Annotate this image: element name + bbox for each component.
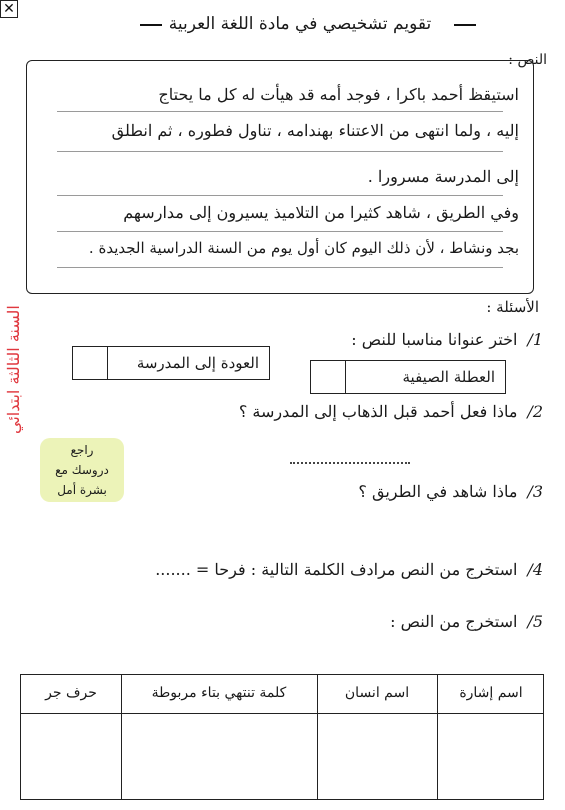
close-icon[interactable]: ✕ <box>0 0 18 18</box>
paragraph-line-2: إليه ، ولما انتهى من الاعتناء بهندامه ، تناول فطوره ، ثم انطلق <box>111 121 519 140</box>
paragraph-line-4: وفي الطريق ، شاهد كثيرا من التلاميذ يسيرون إلى مدارسهم <box>123 203 519 222</box>
paragraph-line-5: بجد ونشاط ، لأن ذلك اليوم كان أول يوم من السنة الدراسية الجديدة . <box>88 239 519 257</box>
questions-heading: الأسئلة : <box>486 298 539 316</box>
option-back-to-school[interactable] <box>72 346 270 380</box>
option-1-label: العطلة الصيفية <box>402 368 495 386</box>
note-line-3: بشرة أمل <box>57 483 107 497</box>
ruled-line <box>57 195 503 196</box>
question-2 <box>239 402 543 421</box>
ruled-line <box>57 231 503 232</box>
question-1-text: اختر عنوانا مناسبا للنص : <box>351 330 518 349</box>
extraction-table <box>20 674 544 800</box>
table-header-human-noun: اسم انسان <box>344 685 410 701</box>
question-4 <box>155 560 543 579</box>
note-line-1: راجع <box>70 443 94 457</box>
answer-dots-2[interactable] <box>290 462 410 464</box>
option-2-label: العودة إلى المدرسة <box>136 354 259 372</box>
question-1-number: 1/ <box>527 330 543 349</box>
paragraph-line-1: استيقظ أحمد باكرا ، فوجد أمه قد هيأت له كل ما يحتاج <box>158 85 519 104</box>
question-4-number: 4/ <box>527 560 543 579</box>
question-3 <box>358 482 543 501</box>
table-header-preposition: حرف جر <box>45 685 97 701</box>
question-1 <box>351 330 543 349</box>
question-3-text: ماذا شاهد في الطريق ؟ <box>358 482 518 501</box>
grade-side-label: السنة الثالثة ابتدائي <box>4 305 23 435</box>
option-2-checkbox[interactable] <box>107 347 108 379</box>
review-note-badge <box>40 438 124 502</box>
question-5-number: 5/ <box>527 612 543 631</box>
ruled-line <box>57 267 503 268</box>
question-5-text: استخرج من النص : <box>390 612 518 631</box>
question-2-number: 2/ <box>527 402 543 421</box>
question-5 <box>390 612 543 631</box>
option-1-checkbox[interactable] <box>345 361 346 393</box>
title-dash-right <box>454 24 476 26</box>
ruled-line <box>57 151 503 152</box>
ruled-line <box>57 111 503 112</box>
question-3-number: 3/ <box>527 482 543 501</box>
question-4-text: استخرج من النص مرادف الكلمة التالية : فرحا = ....... <box>155 560 518 579</box>
question-2-text: ماذا فعل أحمد قبل الذهاب إلى المدرسة ؟ <box>238 402 518 421</box>
option-summer-holiday[interactable] <box>310 360 506 394</box>
text-label: النص : <box>508 52 547 68</box>
reading-text-box <box>26 60 534 294</box>
page-title: تقويم تشخيصي في مادة اللغة العربية <box>168 14 432 34</box>
table-header-demonstrative: اسم إشارة <box>459 685 523 701</box>
paragraph-line-3: إلى المدرسة مسرورا . <box>367 167 519 186</box>
note-line-2: دروسك مع <box>55 463 109 477</box>
table-header-taa-marbuta: كلمة تنتهي بتاء مربوطة <box>151 685 287 701</box>
